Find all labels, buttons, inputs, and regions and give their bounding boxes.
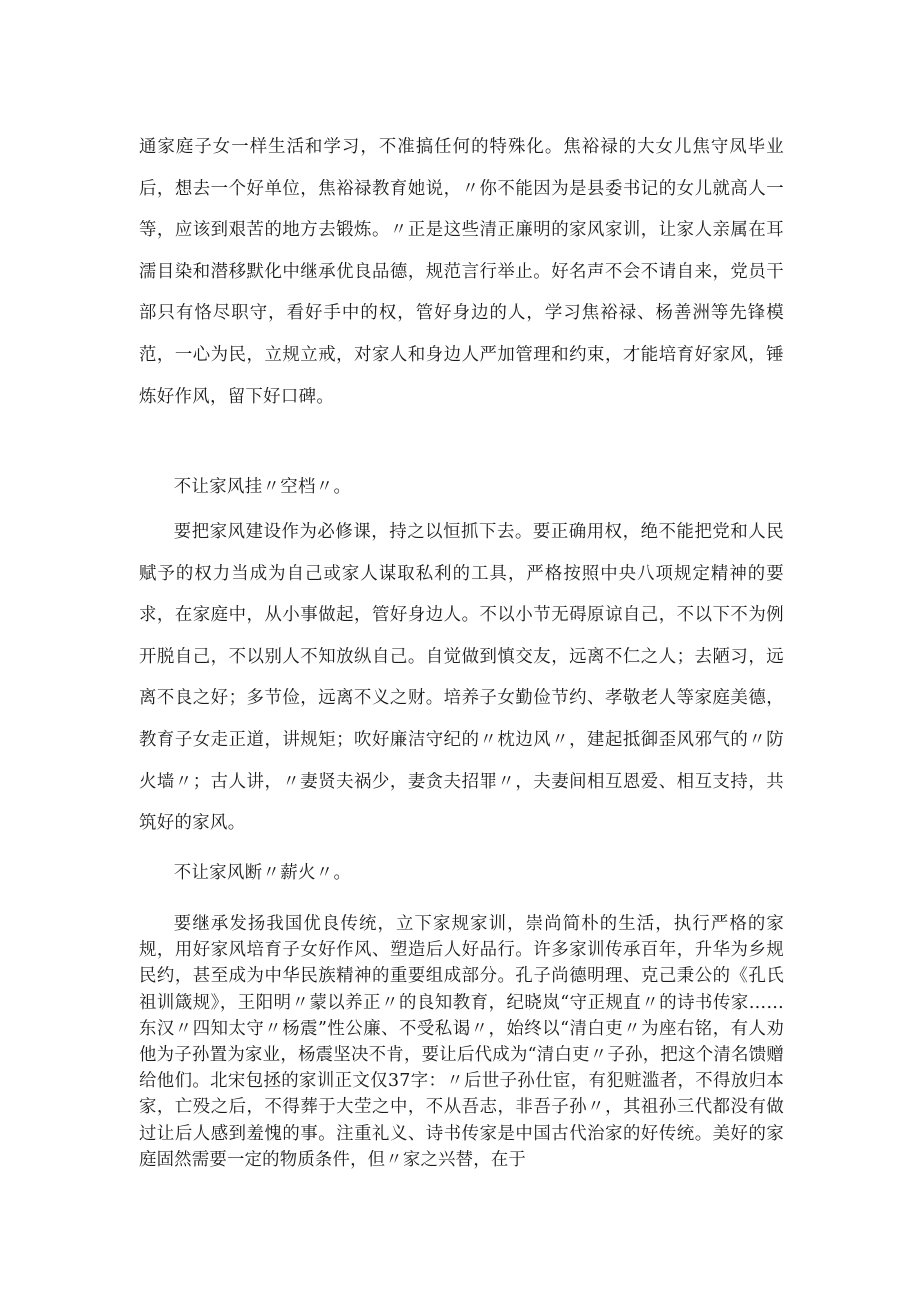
paragraph-family-building: 要把家风建设作为必修课，持之以恒抓下去。要正确用权，绝不能把党和人民赋予的权力当成为自己或家人谋取私利的工具，严格按照中央八项规定精神的要求，在家庭中，从小事做起，管好身边人。不以小节无碍原谅自己，不以下不为例开脱自己，不以别人不知放纵自己。自觉做到慎交友，远离不仁之人；去陋习，远离不良之好；多节俭，远离不义之财。培养子女勤俭节约、孝敬老人等家庭美德，教育子女走正道，讲规矩；吹好廉洁守纪的〃枕边风〃，建起抵御歪风邪气的〃防火墙〃；古人讲，〃妻贤夫祸少，妻贪夫招罪〃，夫妻间相互恩爱、相互支持，共筑好的家风。 xyxy=(139,522,784,834)
paragraph-family-discipline: 通家庭子女一样生活和学习，不准搞任何的特殊化。焦裕禄的大女儿焦守凤毕业后，想去一个好单位，焦裕禄教育她说，〃你不能因为是县委书记的女儿就高人一等，应该到艰苦的地方去锻炼。〃正是这些清正廉明的家风家训，让家人亲属在耳濡目染和潜移默化中继承优良品德，规范言行举止。好名声不会不请自来，党员干部只有恪尽职守，看好手中的权，管好身边的人，学习焦裕禄、杨善洲等先锋模范，一心为民，立规立戒，对家人和身边人严加管理和约束，才能培育好家风，锤炼好作风，留下好口碑。 xyxy=(139,137,784,407)
section-heading-no-neutral-gear: 不让家风挂〃空档〃。 xyxy=(173,477,352,497)
paragraph-family-traditions: 要继承发扬我国优良传统，立下家规家训，崇尚简朴的生活，执行严格的家规，用好家风培育子女好作风、塑造后人好品行。许多家训传承百年，升华为乡规民约，甚至成为中华民族精神的重要组成部分。孔子尚德明理、克己秉公的《孔氏祖训箴规》，王阳明〃蒙以养正〃的良知教育，纪晓岚“守正规直〃的诗书传家……东汉〃四知太守〃杨震”性公廉、不受私谒〃，始终以“清白吏〃为座右铭，有人劝他为子孙置为家业，杨震坚决不肯，要让后代成为“清白吏〃子孙，把这个清名馈赠给他们。北宋包拯的家训正文仅37字：〃后世子孙仕宦，有犯赃滥者，不得放归本家，亡殁之后，不得葬于大茔之中，不从吾志，非吾子孙〃，其祖孙三代都没有做过让后人感到羞愧的事。注重礼义、诗书传家是中国古代治家的好传统。美好的家庭固然需要一定的物质条件，但〃家之兴替，在于 xyxy=(139,914,784,1170)
section-heading-pass-the-torch: 不让家风断〃薪火〃。 xyxy=(173,863,352,883)
